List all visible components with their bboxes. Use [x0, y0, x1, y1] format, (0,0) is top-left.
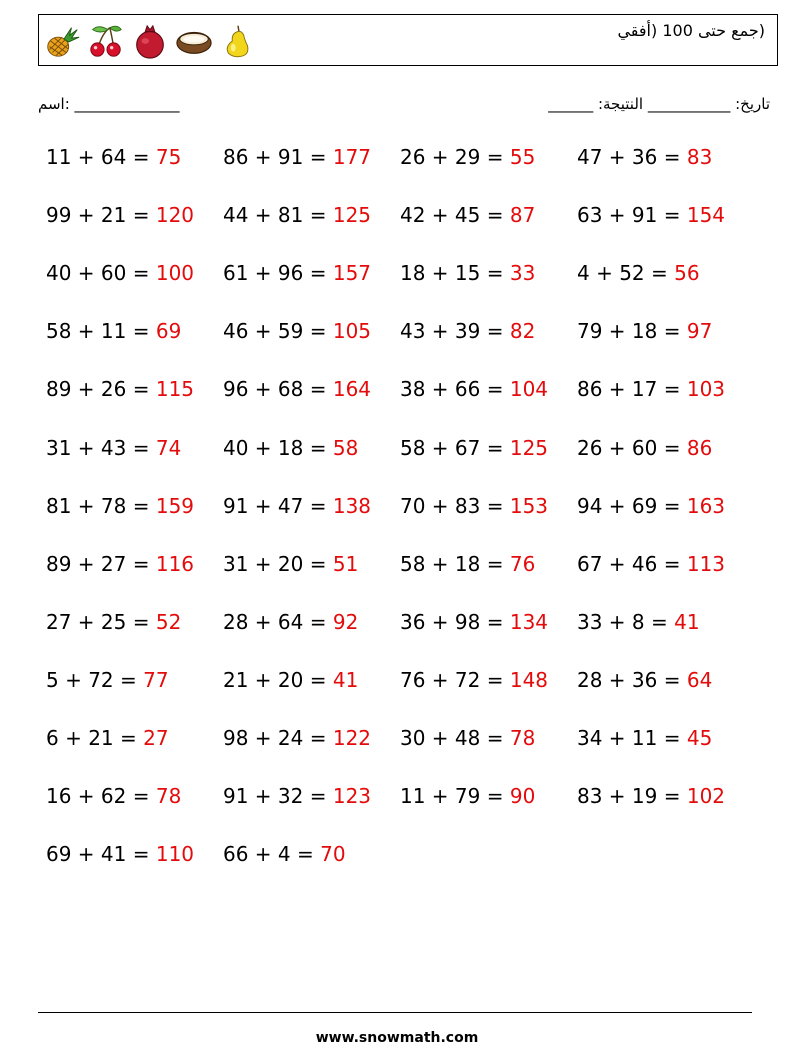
problem-item — [46, 668, 169, 692]
date-score-field: ______ :تاريخ: ___________ النتيجة — [548, 95, 770, 113]
problem-item — [577, 784, 725, 808]
problem-item — [223, 784, 371, 808]
problem-question: 40 + 18 = — [223, 435, 333, 460]
problem-answer: 55 — [509, 145, 536, 169]
problem-question: 44 + 81 = — [223, 203, 333, 228]
problem-item — [577, 726, 712, 750]
problem-answer: 120 — [155, 203, 195, 228]
problem-question: 26 + 60 = — [577, 435, 687, 460]
problem-question: 38 + 66 = — [400, 377, 510, 402]
problem-question: 36 + 98 = — [400, 609, 510, 634]
problem-question: 99 + 21 = — [46, 203, 156, 228]
problem-item — [577, 668, 712, 692]
problem-answer: 102 — [686, 784, 726, 809]
problem-answer: 122 — [332, 726, 372, 750]
problem-question: 66 + 4 = — [223, 842, 321, 867]
problem-answer: 115 — [155, 377, 195, 402]
problem-question: 33 + 8 = — [577, 609, 675, 634]
problem-item — [46, 436, 181, 460]
problem-item — [223, 552, 358, 576]
problem-item — [46, 784, 181, 808]
problem-item — [400, 726, 535, 750]
problem-item — [46, 726, 169, 750]
problem-question: 83 + 19 = — [577, 784, 687, 809]
problem-answer: 70 — [320, 842, 346, 867]
problem-question: 86 + 91 = — [223, 145, 333, 169]
problem-question: 21 + 20 = — [223, 667, 333, 692]
problem-question: 67 + 46 = — [577, 551, 687, 576]
problem-item — [577, 377, 725, 401]
problem-answer: 92 — [332, 609, 359, 634]
problem-question: 28 + 36 = — [577, 667, 687, 692]
problem-answer: 33 — [509, 261, 536, 286]
problem-question: 11 + 79 = — [400, 784, 510, 809]
name-field: اسم: ______________ — [38, 95, 180, 113]
problem-question: 96 + 68 = — [223, 377, 333, 402]
problem-answer: 100 — [155, 261, 195, 286]
problem-answer: 138 — [332, 493, 372, 518]
problem-item — [400, 319, 535, 343]
problem-question: 86 + 17 = — [577, 377, 687, 402]
problem-item — [46, 610, 181, 634]
cherry-icon — [87, 21, 125, 61]
problem-item — [400, 784, 535, 808]
problem-question: 28 + 64 = — [223, 609, 333, 634]
problem-question: 81 + 78 = — [46, 493, 156, 518]
problem-answer: 157 — [332, 261, 372, 286]
problem-item — [223, 726, 371, 750]
problem-answer: 159 — [155, 493, 195, 518]
problem-answer: 148 — [509, 667, 549, 692]
problem-answer: 105 — [332, 319, 372, 344]
problem-item — [400, 145, 535, 169]
problem-item — [223, 668, 358, 692]
problem-answer: 110 — [155, 842, 195, 867]
problem-item — [400, 494, 548, 518]
problem-answer: 134 — [509, 609, 549, 634]
problem-answer: 125 — [509, 435, 549, 460]
problem-item — [223, 494, 371, 518]
worksheet-title: (جمع حتى 100 (أفقي — [617, 21, 765, 40]
problem-answer: 75 — [155, 145, 182, 169]
problem-answer: 113 — [686, 551, 726, 576]
coconut-icon — [175, 21, 213, 61]
problem-item — [46, 842, 194, 866]
problem-answer: 125 — [332, 203, 372, 228]
problem-answer: 86 — [686, 435, 713, 460]
problem-answer: 116 — [155, 551, 195, 576]
problem-question: 27 + 25 = — [46, 609, 156, 634]
problem-item — [223, 436, 358, 460]
problem-answer: 104 — [509, 377, 549, 402]
problem-question: 89 + 26 = — [46, 377, 156, 402]
problem-item — [577, 552, 725, 576]
problem-item — [46, 261, 194, 285]
problem-question: 31 + 20 = — [223, 551, 333, 576]
problem-answer: 52 — [155, 609, 182, 634]
problem-item — [577, 203, 725, 227]
problem-item — [46, 203, 194, 227]
problem-item — [223, 842, 346, 866]
problem-answer: 27 — [143, 726, 169, 750]
problem-question: 94 + 69 = — [577, 493, 687, 518]
fruit-icon-strip — [43, 19, 257, 63]
problem-question: 58 + 18 = — [400, 551, 510, 576]
problem-question: 61 + 96 = — [223, 261, 333, 286]
problem-answer: 77 — [143, 667, 169, 692]
problem-item — [46, 145, 181, 169]
problem-question: 91 + 32 = — [223, 784, 333, 809]
pineapple-icon — [43, 21, 81, 61]
problem-answer: 41 — [332, 667, 359, 692]
problem-answer: 82 — [509, 319, 536, 344]
problem-question: 34 + 11 = — [577, 726, 687, 750]
problem-answer: 97 — [686, 319, 713, 344]
problem-item — [400, 610, 548, 634]
problem-item — [223, 319, 371, 343]
problem-question: 70 + 83 = — [400, 493, 510, 518]
problem-item — [46, 377, 194, 401]
problem-question: 18 + 15 = — [400, 261, 510, 286]
problem-item — [577, 436, 712, 460]
problem-answer: 90 — [509, 784, 536, 809]
problem-answer: 58 — [332, 435, 359, 460]
problem-question: 31 + 43 = — [46, 435, 156, 460]
problem-question: 5 + 72 = — [46, 667, 144, 692]
problem-answer: 51 — [332, 551, 359, 576]
problem-item — [400, 377, 548, 401]
problem-question: 4 + 52 = — [577, 261, 675, 286]
footer-url: www.snowmath.com — [315, 1030, 479, 1046]
problem-question: 11 + 64 = — [46, 145, 156, 169]
problem-answer: 76 — [509, 551, 536, 576]
problem-question: 42 + 45 = — [400, 203, 510, 228]
problem-item — [400, 668, 548, 692]
problem-answer: 78 — [155, 784, 182, 809]
problem-answer: 78 — [509, 726, 536, 750]
problem-item — [577, 319, 712, 343]
problem-answer: 177 — [332, 145, 372, 169]
problem-question: 98 + 24 = — [223, 726, 333, 750]
problem-item — [400, 203, 535, 227]
problem-item — [223, 203, 371, 227]
problem-item — [577, 261, 700, 285]
problem-item — [577, 610, 700, 634]
problem-item — [223, 145, 371, 169]
problem-item — [46, 552, 194, 576]
problem-question: 6 + 21 = — [46, 726, 144, 750]
problem-answer: 45 — [686, 726, 713, 750]
problem-answer: 56 — [674, 261, 700, 286]
problem-question: 26 + 29 = — [400, 145, 510, 169]
problem-question: 58 + 67 = — [400, 435, 510, 460]
problem-answer: 123 — [332, 784, 372, 809]
pomegranate-icon — [131, 21, 169, 61]
problem-answer: 87 — [509, 203, 536, 228]
problem-item — [577, 494, 725, 518]
problem-item — [46, 319, 181, 343]
problem-item — [400, 552, 535, 576]
problem-answer: 74 — [155, 435, 182, 460]
problem-answer: 153 — [509, 493, 549, 518]
problem-answer: 83 — [686, 145, 713, 169]
problem-question: 40 + 60 = — [46, 261, 156, 286]
problem-item — [577, 145, 712, 169]
problem-answer: 69 — [155, 319, 182, 344]
problem-answer: 154 — [686, 203, 726, 228]
problem-question: 30 + 48 = — [400, 726, 510, 750]
problem-item — [400, 436, 548, 460]
problem-item — [223, 261, 371, 285]
problem-answer: 103 — [686, 377, 726, 402]
problem-answer: 163 — [686, 493, 726, 518]
problem-question: 46 + 59 = — [223, 319, 333, 344]
problem-question: 76 + 72 = — [400, 667, 510, 692]
problem-question: 63 + 91 = — [577, 203, 687, 228]
problem-item — [223, 377, 371, 401]
problem-item — [400, 261, 535, 285]
problem-question: 89 + 27 = — [46, 551, 156, 576]
problem-question: 91 + 47 = — [223, 493, 333, 518]
worksheet-header — [38, 14, 778, 66]
pear-icon — [219, 21, 257, 61]
problem-answer: 164 — [332, 377, 372, 402]
problem-question: 69 + 41 = — [46, 842, 156, 867]
problem-question: 79 + 18 = — [577, 319, 687, 344]
problem-question: 47 + 36 = — [577, 145, 687, 169]
footer-divider — [38, 1012, 752, 1013]
problem-question: 16 + 62 = — [46, 784, 156, 809]
problem-question: 58 + 11 = — [46, 319, 156, 344]
problem-question: 43 + 39 = — [400, 319, 510, 344]
problem-answer: 64 — [686, 667, 713, 692]
problem-answer: 41 — [674, 609, 700, 634]
problem-item — [223, 610, 358, 634]
problem-item — [46, 494, 194, 518]
